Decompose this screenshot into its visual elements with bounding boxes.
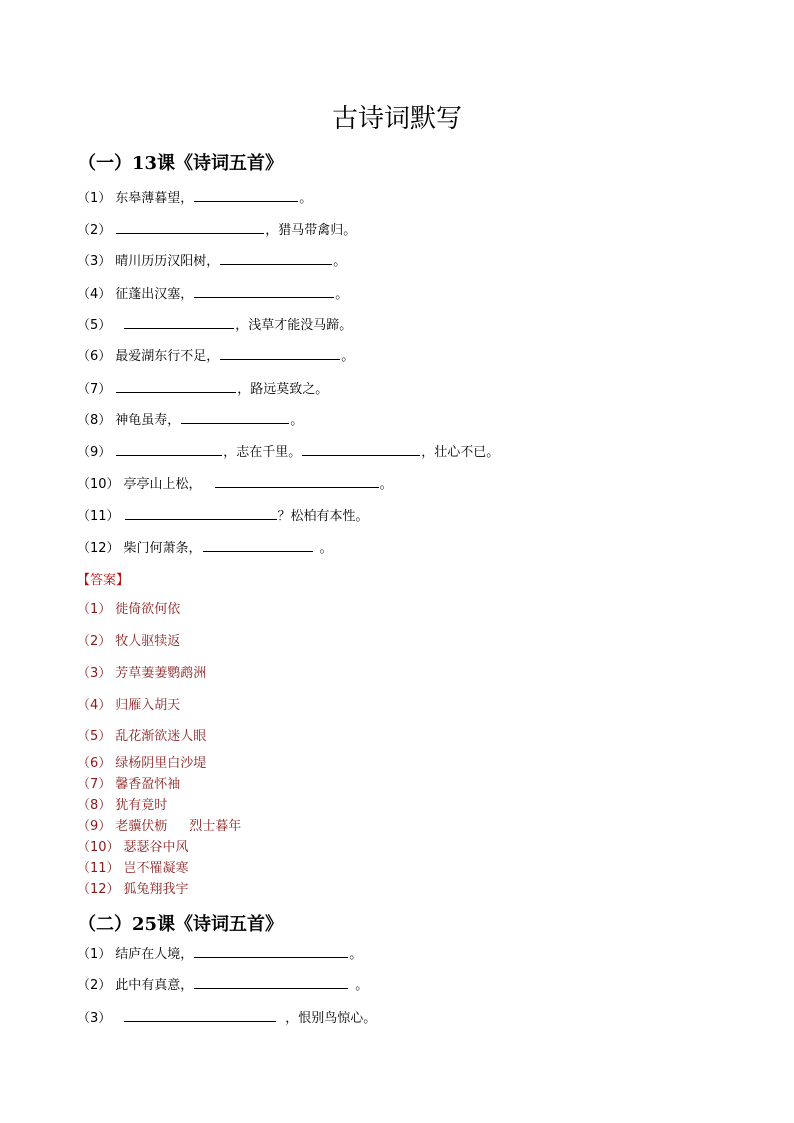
answer-blank[interactable]: [220, 346, 340, 360]
answer-blank[interactable]: [194, 284, 334, 298]
question-text: 神龟虽寿，: [115, 413, 181, 428]
answer-blank[interactable]: [302, 442, 420, 456]
question-text: 。: [333, 254, 347, 269]
question-item: [77, 251, 346, 271]
question-text: 晴川历历汉阳树，: [115, 254, 220, 269]
question-item: [77, 220, 356, 240]
answer-number: （9）: [77, 819, 112, 834]
answer-text: 烈士暮年: [189, 819, 242, 834]
page-title: 古诗词默写: [331, 104, 462, 134]
question-text: 。: [341, 349, 355, 364]
section-heading-1: （一）13课《诗词五首》: [78, 153, 284, 174]
question-item: [77, 474, 393, 494]
answer-number: （1）: [77, 602, 112, 617]
question-text: 。: [355, 978, 369, 993]
question-text: ，志在千里。: [223, 445, 302, 460]
question-text: 最爱湖东行不足，: [115, 349, 220, 364]
answer-blank[interactable]: [220, 251, 332, 265]
question-item: [77, 410, 303, 430]
answer-number: （6）: [77, 756, 112, 771]
answer-blank[interactable]: [215, 474, 379, 488]
answer-item: [77, 697, 180, 715]
answer-text: 归雁入胡天: [115, 698, 181, 713]
question-number: （7）: [77, 382, 112, 397]
answer-number: （8）: [77, 798, 112, 813]
answer-item: [77, 860, 189, 878]
question-number: （8）: [77, 413, 112, 428]
answer-number: （12）: [77, 882, 120, 897]
question-number: （3）: [77, 1011, 112, 1026]
answer-text: 徙倚欲何依: [115, 602, 181, 617]
answer-item: [77, 728, 206, 746]
question-text: 。: [290, 413, 304, 428]
answer-number: （10）: [77, 840, 120, 855]
question-number: （2）: [77, 978, 112, 993]
answer-text: 乱花渐欲迷人眼: [115, 729, 207, 744]
question-text: ，浅草才能没马蹄。: [235, 318, 353, 333]
question-number: （6）: [77, 349, 112, 364]
answer-number: （7）: [77, 777, 112, 792]
question-number: （10）: [77, 477, 120, 492]
question-text: ？松柏有本性。: [277, 509, 369, 524]
answer-text: 芳草萋萋鹦鹉洲: [115, 666, 207, 681]
question-text: 亭亭山上松，: [123, 477, 202, 492]
answer-text: 馨香盈怀袖: [115, 777, 181, 792]
question-text: ，壮心不已。: [421, 445, 500, 460]
answer-text: 绿杨阴里白沙堤: [115, 756, 207, 771]
answer-text: 犹有竟时: [115, 798, 168, 813]
answer-item: [77, 776, 180, 794]
answer-blank[interactable]: [194, 944, 348, 958]
answer-text: 瑟瑟谷中风: [123, 840, 189, 855]
question-text: 征蓬出汉塞，: [115, 287, 194, 302]
answer-blank[interactable]: [194, 975, 348, 989]
question-text: 。: [379, 477, 393, 492]
answer-item: [77, 755, 206, 773]
question-text: ，恨别鸟惊心。: [285, 1011, 377, 1026]
answer-blank[interactable]: [203, 538, 313, 552]
question-item: [77, 1008, 376, 1028]
answer-number: （2）: [77, 634, 112, 649]
answer-text: 狐兔翔我宇: [123, 882, 189, 897]
answer-text: 牧人驱犊返: [115, 634, 181, 649]
answer-item: [77, 633, 180, 651]
question-item: [77, 284, 348, 304]
question-number: （12）: [77, 541, 120, 556]
answer-number: （3）: [77, 666, 112, 681]
question-number: （11）: [77, 509, 120, 524]
question-item: [77, 975, 368, 995]
question-text: 此中有真意，: [115, 978, 194, 993]
answer-blank[interactable]: [116, 379, 236, 393]
question-item: [77, 442, 499, 462]
answer-blank[interactable]: [125, 506, 277, 520]
answer-number: （4）: [77, 698, 112, 713]
question-text: 。: [299, 191, 313, 206]
answer-text: 岂不罹凝寒: [123, 861, 189, 876]
question-text: 。: [319, 541, 333, 556]
question-number: （3）: [77, 254, 112, 269]
answer-item: [77, 818, 241, 836]
answer-blank[interactable]: [116, 220, 264, 234]
answer-number: （5）: [77, 729, 112, 744]
question-item: [77, 346, 354, 366]
question-text: ，路远莫致之。: [237, 382, 329, 397]
question-number: （9）: [77, 445, 112, 460]
question-text: 结庐在人境，: [115, 947, 194, 962]
question-text: ，猎马带禽归。: [265, 223, 357, 238]
answer-item: [77, 881, 189, 899]
answer-blank[interactable]: [181, 410, 289, 424]
question-text: 柴门何萧条，: [123, 541, 202, 556]
answer-label: 【答案】: [77, 573, 130, 588]
question-number: （1）: [77, 191, 112, 206]
question-number: （5）: [77, 318, 112, 333]
question-item: [77, 538, 333, 558]
answer-blank[interactable]: [116, 442, 222, 456]
question-number: （1）: [77, 947, 112, 962]
question-item: [77, 944, 362, 964]
question-number: （2）: [77, 223, 112, 238]
question-item: [77, 188, 312, 208]
answer-item: [77, 601, 180, 619]
question-text: 东皋薄暮望，: [115, 191, 194, 206]
section-heading-2: （二）25课《诗词五首》: [78, 914, 284, 935]
question-text: 。: [349, 947, 363, 962]
question-item: [77, 315, 352, 335]
answer-text: 老骥伏枥: [115, 819, 168, 834]
question-item: [77, 379, 328, 399]
answer-blank[interactable]: [124, 1008, 276, 1022]
answer-item: [77, 797, 167, 815]
question-item: [77, 506, 369, 526]
answer-item: [77, 839, 189, 857]
question-text: 。: [335, 287, 349, 302]
answer-blank[interactable]: [194, 188, 298, 202]
question-number: （4）: [77, 287, 112, 302]
answer-blank[interactable]: [124, 315, 234, 329]
answer-number: （11）: [77, 861, 120, 876]
answer-item: [77, 665, 206, 683]
